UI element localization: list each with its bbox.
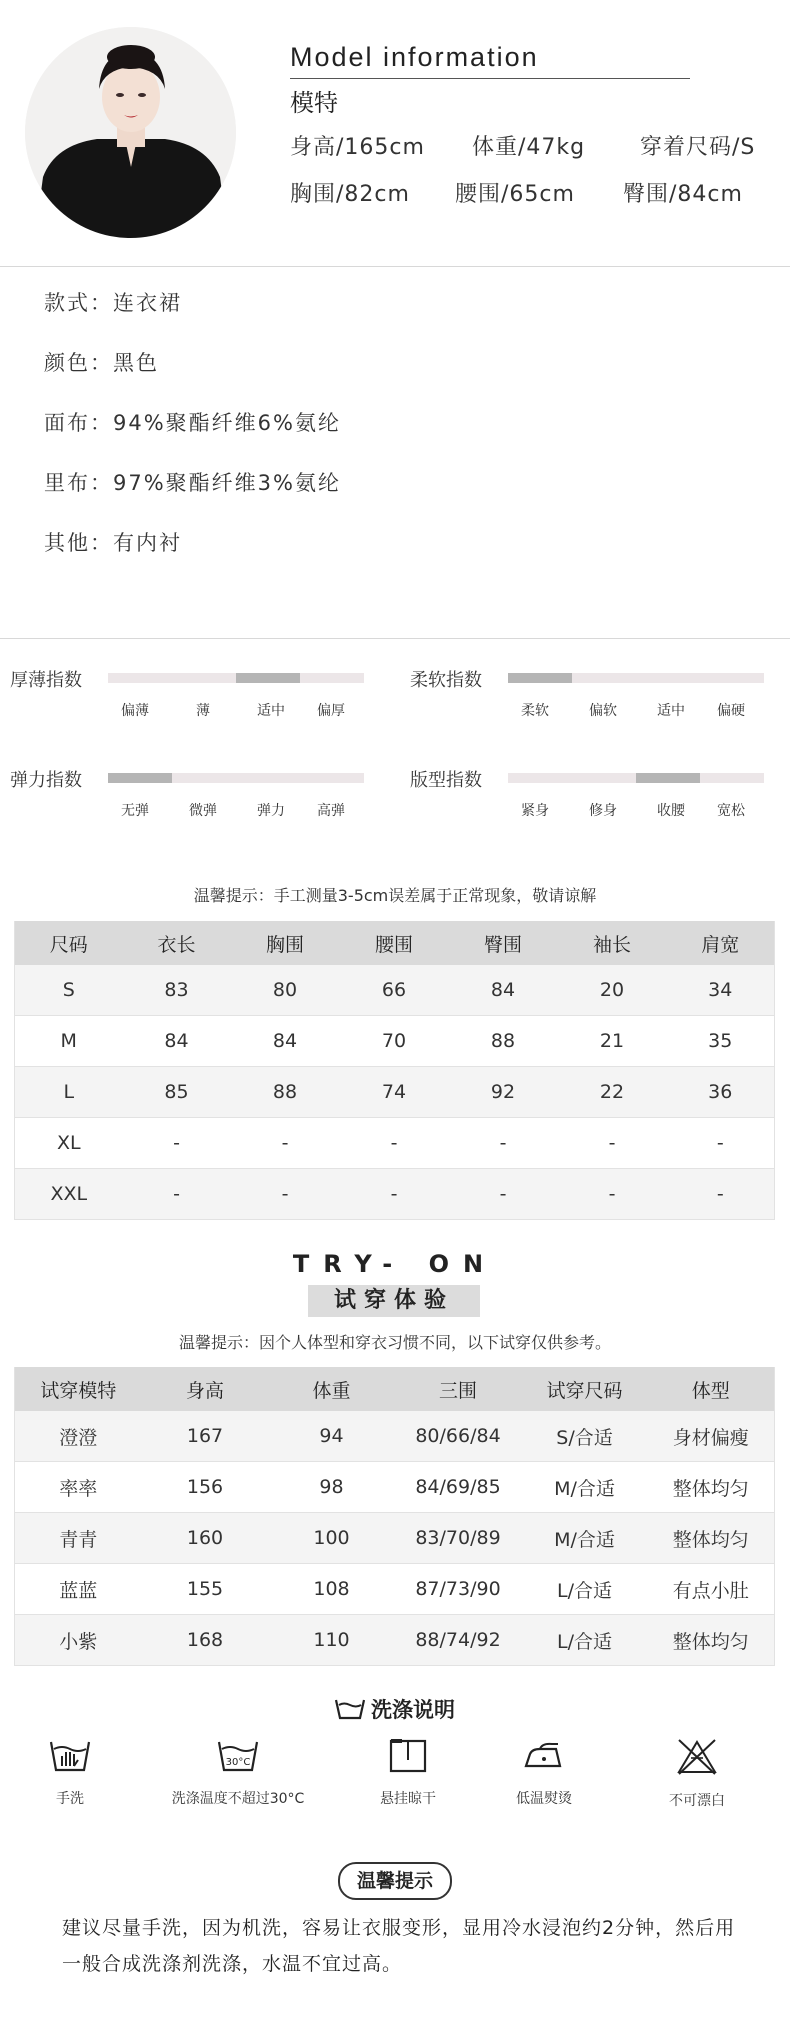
wash-label: 低温熨烫 [516,1791,572,1807]
wash-item-iron [469,1738,619,1808]
index-option-label: 偏厚 [317,703,345,719]
index-option-label: 适中 [257,703,285,719]
table-cell: 108 [269,1564,395,1615]
wash-30-icon [216,1738,260,1774]
index-marker [108,773,172,783]
index-bar [508,673,764,683]
index-marker [508,673,572,683]
attr-other: 其他：有内衬 [44,531,182,555]
table-cell: - [231,1169,340,1220]
model-subtitle: 模特 [290,89,338,117]
table-cell: 92 [449,1067,558,1118]
size-row [15,965,775,1016]
wash-item-hand [0,1738,145,1808]
index-bar [108,773,364,783]
table-cell: 36 [667,1067,775,1118]
table-cell: - [449,1169,558,1220]
column-header: 腰围 [340,921,449,965]
table-cell: 87/73/90 [395,1564,522,1615]
model-hip: 臀围/84cm [623,182,743,207]
size-row [15,1118,775,1169]
table-cell: 110 [269,1615,395,1666]
table-cell: 160 [142,1513,269,1564]
index-marker [236,673,300,683]
index-option-label: 偏硬 [717,703,745,719]
table-cell: 整体均匀 [648,1615,775,1666]
wash-basin-icon [335,1698,365,1720]
index-option-label: 偏软 [589,703,617,719]
table-cell: 80/66/84 [395,1411,522,1462]
table-cell: M [15,1016,123,1067]
table-cell: 84 [449,965,558,1016]
index-option-label: 修身 [589,803,617,819]
index-option-label: 弹力 [257,803,285,819]
warm-tips-badge: 温馨提示 [338,1862,452,1900]
index-option-label: 无弹 [121,803,149,819]
column-header: 试穿模特 [15,1367,142,1411]
attr-color: 颜色：黑色 [44,351,159,375]
table-cell: 88/74/92 [395,1615,522,1666]
table-cell: 35 [667,1016,775,1067]
index-option-label: 微弹 [189,803,217,819]
table-cell: XL [15,1118,123,1169]
table-cell: 整体均匀 [648,1513,775,1564]
size-row [15,1169,775,1220]
table-cell: 34 [667,965,775,1016]
table-cell: 85 [123,1067,231,1118]
table-cell: 100 [269,1513,395,1564]
washing-title [0,1694,790,1724]
size-tip: 温馨提示：手工测量3-5cm误差属于正常现象，敬请谅解 [193,886,597,905]
attr-style: 款式：连衣裙 [44,291,182,315]
index-title: 厚薄指数 [10,670,82,691]
tryon-row [15,1615,775,1666]
column-header: 臀围 [449,921,558,965]
table-cell: 94 [269,1411,395,1462]
tryon-row [15,1462,775,1513]
table-cell: 80 [231,965,340,1016]
table-cell: 身材偏瘦 [648,1411,775,1462]
table-cell: 74 [340,1067,449,1118]
model-title-underline [290,78,690,79]
attr-lining: 里布：97%聚酯纤维3%氨纶 [44,471,341,495]
size-row [15,1016,775,1067]
table-cell: 156 [142,1462,269,1513]
table-cell: 168 [142,1615,269,1666]
warm-tips-text: 建议尽量手洗，因为机洗，容易让衣服变形，显用冷水浸泡约2分钟，然后用一般合成洗涤剂洗涤，水温不宜过高。 [62,1917,736,1975]
table-cell: M/合适 [522,1513,648,1564]
index-marker [636,773,700,783]
model-height: 身高/165cm [290,135,425,160]
table-cell: L/合适 [522,1615,648,1666]
table-cell: - [667,1169,775,1220]
table-cell: M/合适 [522,1462,648,1513]
low-iron-icon [522,1738,566,1774]
tryon-table-header [15,1367,775,1411]
table-cell: 155 [142,1564,269,1615]
wash-item-bleach [622,1738,772,1810]
index-title: 柔软指数 [410,670,482,691]
section-divider [0,266,790,267]
table-cell: S [15,965,123,1016]
table-cell: L [15,1067,123,1118]
table-cell: - [123,1169,231,1220]
wash-label: 悬挂晾干 [380,1791,436,1807]
table-cell: S/合适 [522,1411,648,1462]
table-cell: 蓝蓝 [15,1564,142,1615]
table-cell: 88 [231,1067,340,1118]
index-option-label: 紧身 [521,803,549,819]
table-cell: - [231,1118,340,1169]
table-cell: - [340,1118,449,1169]
table-cell: 率率 [15,1462,142,1513]
tryon-table [14,1367,775,1666]
table-cell: 70 [340,1016,449,1067]
table-cell: - [449,1118,558,1169]
wash-label: 洗涤温度不超过30°C [171,1791,305,1807]
wash-temp-badge: 30°C [225,1757,251,1768]
attr-fabric: 面布：94%聚酯纤维6%氨纶 [44,411,341,435]
table-cell: 66 [340,965,449,1016]
index-title: 弹力指数 [10,770,82,791]
column-header: 肩宽 [667,921,775,965]
column-header: 三围 [395,1367,522,1411]
table-cell: 澄澄 [15,1411,142,1462]
hang-dry-icon [388,1738,428,1774]
table-cell: 84 [231,1016,340,1067]
table-cell: L/合适 [522,1564,648,1615]
column-header: 衣长 [123,921,231,965]
table-cell: 83 [123,965,231,1016]
size-table [14,921,775,1220]
index-title: 版型指数 [410,770,482,791]
table-cell: 83/70/89 [395,1513,522,1564]
index-option-label: 柔软 [521,703,549,719]
model-waist: 腰围/65cm [455,182,575,207]
table-cell: 有点小肚 [648,1564,775,1615]
table-cell: 青青 [15,1513,142,1564]
table-cell: 整体均匀 [648,1462,775,1513]
table-cell: - [558,1118,667,1169]
model-bust: 胸围/82cm [290,182,410,207]
tryon-tip: 温馨提示：因个人体型和穿衣习惯不同，以下试穿仅供参考。 [178,1333,611,1352]
table-cell: - [667,1118,775,1169]
table-cell: 84 [123,1016,231,1067]
tryon-title: TRY- ON [292,1250,498,1278]
tryon-row [15,1513,775,1564]
column-header: 身高 [142,1367,269,1411]
column-header: 体重 [269,1367,395,1411]
index-option-label: 宽松 [717,803,745,819]
table-cell: 21 [558,1016,667,1067]
model-weight: 体重/47kg [472,135,586,160]
column-header: 试穿尺码 [522,1367,648,1411]
column-header: 胸围 [231,921,340,965]
index-option-label: 偏薄 [121,703,149,719]
model-photo [25,27,236,238]
table-cell: 98 [269,1462,395,1513]
index-option-label: 高弹 [317,803,345,819]
no-bleach-icon [675,1738,719,1776]
hand-wash-icon [48,1738,92,1774]
size-row [15,1067,775,1118]
washing-title-text: 洗涤说明 [371,1698,455,1722]
column-header: 尺码 [15,921,123,965]
table-cell: - [123,1118,231,1169]
column-header: 袖长 [558,921,667,965]
table-cell: - [558,1169,667,1220]
table-cell: 22 [558,1067,667,1118]
column-header: 体型 [648,1367,775,1411]
tryon-row [15,1564,775,1615]
model-size: 穿着尺码/S [640,135,756,160]
table-cell: 20 [558,965,667,1016]
tryon-subtitle: 试穿体验 [308,1285,480,1317]
wash-label: 手洗 [56,1791,84,1807]
table-cell: 84/69/85 [395,1462,522,1513]
tryon-row [15,1411,775,1462]
table-cell: - [340,1169,449,1220]
wash-label: 不可漂白 [669,1793,725,1809]
table-cell: 88 [449,1016,558,1067]
wash-item-30 [163,1738,313,1808]
size-table-header [15,921,775,965]
index-bar [508,773,764,783]
index-option-label: 适中 [657,703,685,719]
index-option-label: 收腰 [657,803,685,819]
table-cell: XXL [15,1169,123,1220]
table-cell: 167 [142,1411,269,1462]
index-option-label: 薄 [196,703,210,719]
wash-item-hang [333,1738,483,1808]
table-cell: 小紫 [15,1615,142,1666]
section-divider [0,638,790,639]
model-info-title: Model information [290,42,539,72]
index-bar [108,673,364,683]
